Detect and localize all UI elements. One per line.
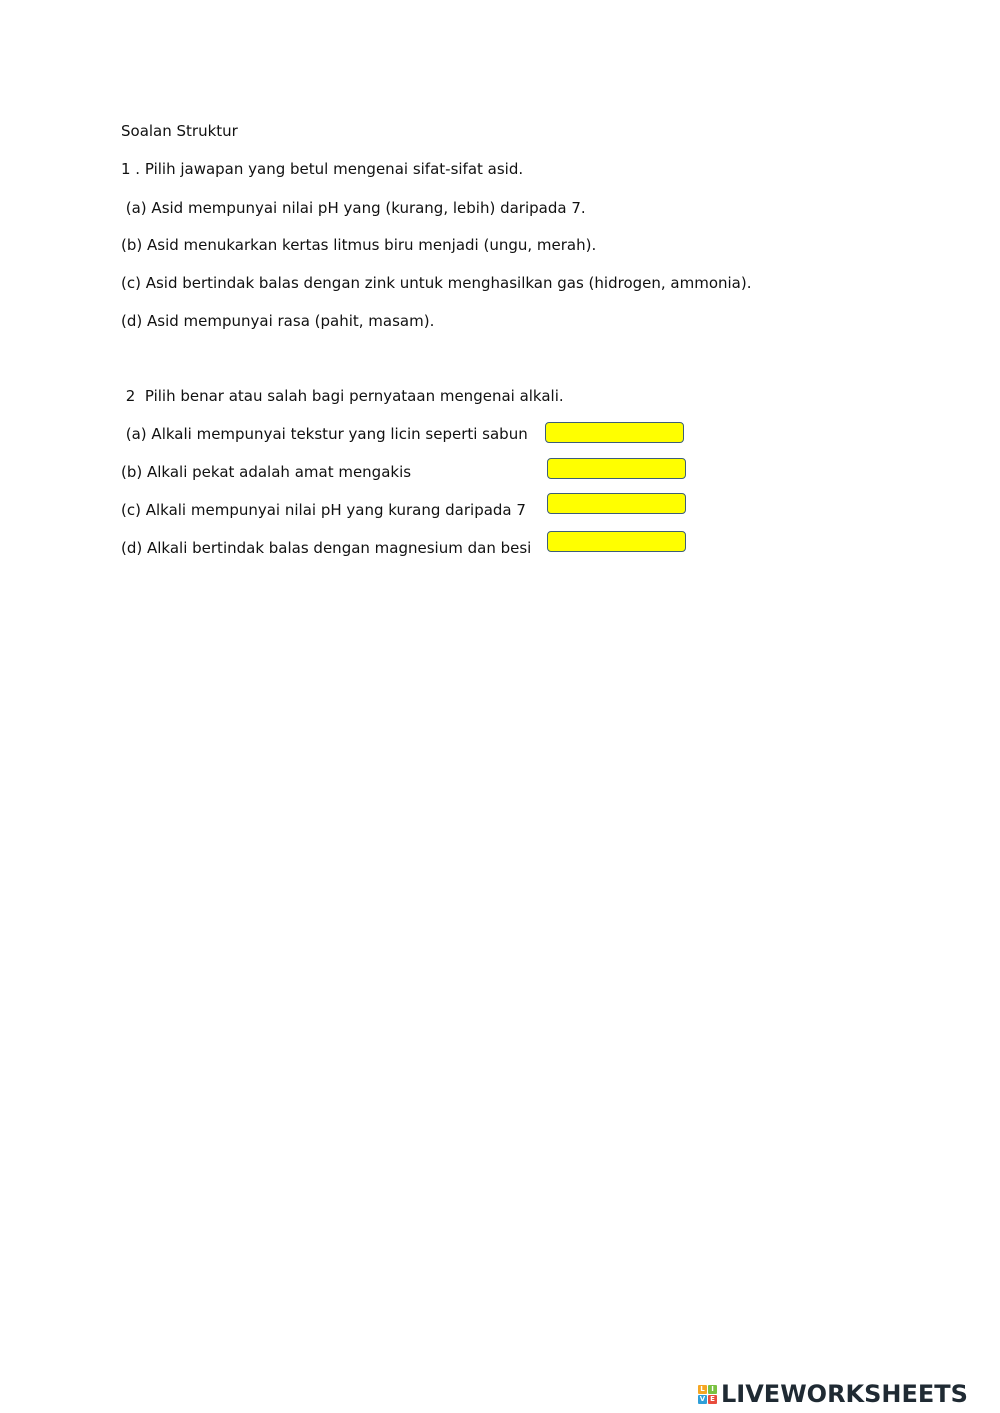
answer-box-a[interactable] bbox=[545, 422, 684, 443]
question-2-item-d: (d) Alkali bertindak balas dengan magnesium dan besi bbox=[121, 539, 532, 557]
question-1-item-b: (b) Asid menukarkan kertas litmus biru menjadi (ungu, merah). bbox=[121, 236, 597, 254]
logo-mark-cell: I bbox=[708, 1385, 717, 1394]
question-1-item-c: (c) Asid bertindak balas dengan zink untuk menghasilkan gas (hidrogen, ammonia). bbox=[121, 274, 752, 292]
answer-box-c[interactable] bbox=[547, 493, 686, 514]
logo-mark-cell: E bbox=[708, 1395, 717, 1404]
logo-mark-cell: L bbox=[698, 1385, 707, 1394]
liveworksheets-mark-icon bbox=[698, 1385, 717, 1404]
liveworksheets-logo bbox=[698, 1379, 968, 1409]
answer-box-d[interactable] bbox=[547, 531, 686, 552]
question-2-item-b: (b) Alkali pekat adalah amat mengakis bbox=[121, 463, 412, 481]
logo-text: LIVEWORKSHEETS bbox=[721, 1380, 968, 1408]
question-1-item-a: (a) Asid mempunyai nilai pH yang (kurang, lebih) daripada 7. bbox=[121, 199, 586, 217]
question-1-item-d: (d) Asid mempunyai rasa (pahit, masam). bbox=[121, 312, 435, 330]
logo-mark-cell: V bbox=[699, 1394, 706, 1403]
question-2-item-c: (c) Alkali mempunyai nilai pH yang kurang daripada 7 bbox=[121, 501, 526, 519]
answer-box-b[interactable] bbox=[547, 458, 686, 479]
question-2-prompt: 2 Pilih benar atau salah bagi pernyataan mengenai alkali. bbox=[121, 387, 564, 405]
section-title: Soalan Struktur bbox=[121, 122, 238, 140]
question-1-prompt: 1 . Pilih jawapan yang betul mengenai sifat-sifat asid. bbox=[121, 160, 524, 178]
question-2-item-a: (a) Alkali mempunyai tekstur yang licin seperti sabun bbox=[121, 425, 528, 443]
